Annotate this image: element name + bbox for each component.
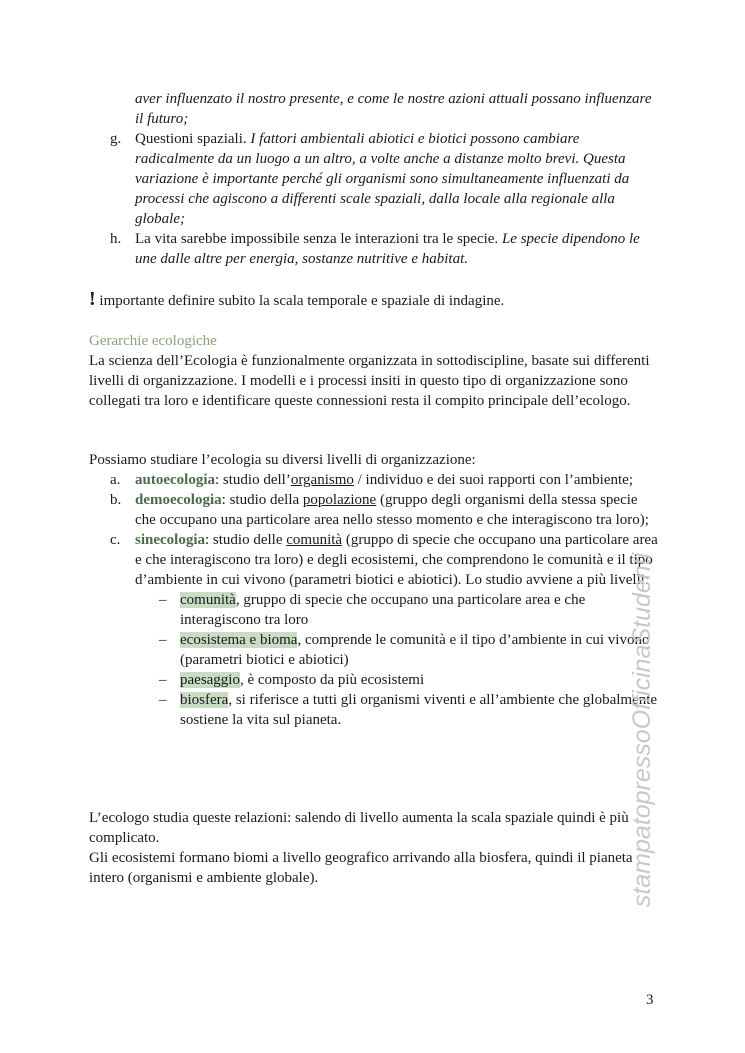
level-item-a: [89, 470, 659, 490]
sublevel-item: [89, 630, 659, 670]
section-heading: Gerarchie ecologiche: [89, 333, 217, 349]
watermark: stampatopressoOfficinaStudenti: [628, 552, 656, 908]
item-h-text: Le specie dipendono le une dalle altre per energia, sostanze nutritive e habitat.: [135, 231, 640, 267]
sublevel-text: , comprende le comunità e il tipo d’ambiente in cui vivono (parametri biotici e abiotici): [180, 632, 650, 668]
sublevel-item: [89, 690, 659, 730]
level-c-post: (gruppo di specie che occupano una particolare area e che interagiscono tra loro) e degli ecosistemi, che comprendono le comunità e il tipo d’ambiente in cui vivono (parametri biotici e abiotici). Lo studio avviene a più livelli:: [135, 532, 658, 588]
level-a-pre: : studio dell’: [215, 472, 291, 488]
list-continuation: [89, 89, 659, 269]
item-f-text: aver influenzato il nostro presente, e come le nostre azioni attuali possano influenzare il futuro;: [135, 91, 652, 127]
level-b-pre: : studio della: [221, 492, 303, 508]
page-number: 3: [646, 992, 654, 1008]
level-b-marker: b.: [110, 492, 122, 508]
item-g-marker: g.: [110, 131, 122, 147]
sublevel-text: , si riferisce a tutti gli organismi viventi e all’ambiente che globalmente sostiene la vita sul pianeta.: [180, 692, 658, 728]
level-item-b: [89, 490, 659, 530]
section-intro: La scienza dell’Ecologia è funzionalmente organizzata in sottodiscipline, basate sui differenti livelli di organizzazione. I modelli e i processi insiti in questo tipo di organizzazione sono collegati tra loro e identificare queste connessioni resta il compito principale dell’ecologo.: [89, 353, 650, 409]
levels-lead: Possiamo studiare l’ecologia su diversi livelli di organizzazione:: [89, 452, 476, 468]
level-a-term: autoecologia: [135, 472, 215, 488]
note-text: importante definire subito la scala temporale e spaziale di indagine.: [95, 293, 505, 309]
level-a-underlined: organismo: [290, 472, 354, 488]
level-a-marker: a.: [110, 472, 121, 488]
closing-paragraph-1: L’ecologo studia queste relazioni: salendo di livello aumenta la scala spaziale quindi è più complicato.: [89, 810, 629, 846]
sublevel-term: biosfera: [180, 692, 229, 708]
level-c-pre: : studio delle: [205, 532, 287, 548]
sublevel-term: comunità: [180, 592, 236, 608]
level-c-marker: c.: [110, 532, 121, 548]
sublevel-term: ecosistema e bioma: [180, 632, 298, 648]
list-item-h: [89, 229, 659, 269]
level-b-term: demoecologia: [135, 492, 222, 508]
closing-block: [89, 808, 659, 888]
sublevel-dash: –: [159, 632, 167, 648]
item-h-title: La vita sarebbe impossibile senza le interazioni tra le specie.: [135, 231, 499, 247]
level-c-term: sinecologia: [135, 532, 205, 548]
sublevel-dash: –: [159, 592, 167, 608]
closing-paragraph-2: Gli ecosistemi formano biomi a livello geografico arrivando alla biosfera, quindi il pianeta intero (organismi e ambiente globale).: [89, 850, 633, 886]
levels-block: [89, 450, 659, 730]
item-g-text: I fattori ambientali abiotici e biotici possono cambiare radicalmente da un luogo a un altro, a volte anche a distanze molto brevi. Questa variazione è importante perché gli organismi sono simultaneamente influenzati da processi che agiscono a differenti scale spaziali, dalla locale alla regionale alla globale;: [135, 131, 630, 227]
list-item-f-tail: [89, 89, 659, 129]
item-g-title: Questioni spaziali.: [135, 131, 247, 147]
note-line: [89, 289, 659, 311]
level-item-c: [89, 530, 659, 590]
exclamation-mark: !: [89, 288, 96, 310]
item-h-marker: h.: [110, 231, 122, 247]
level-b-post: (gruppo degli organismi della stessa specie che occupano una particolare area nello stesso momento e che interagiscono tra loro);: [135, 492, 649, 528]
sublevel-term: paesaggio: [180, 672, 240, 688]
sublevel-item: [89, 590, 659, 630]
sublevel-dash: –: [159, 672, 167, 688]
level-a-post: / individuo e dei suoi rapporti con l’ambiente;: [353, 472, 633, 488]
list-item-g: [89, 129, 659, 229]
level-c-underlined: comunità: [286, 532, 343, 548]
section-gerarchie: [89, 331, 659, 411]
sublevel-text: , è composto da più ecosistemi: [239, 672, 425, 688]
sublevel-dash: –: [159, 692, 167, 708]
sublevel-text: , gruppo di specie che occupano una particolare area e che interagiscono tra loro: [180, 592, 586, 628]
level-b-underlined: popolazione: [302, 492, 377, 508]
sublevel-item: [89, 670, 659, 690]
